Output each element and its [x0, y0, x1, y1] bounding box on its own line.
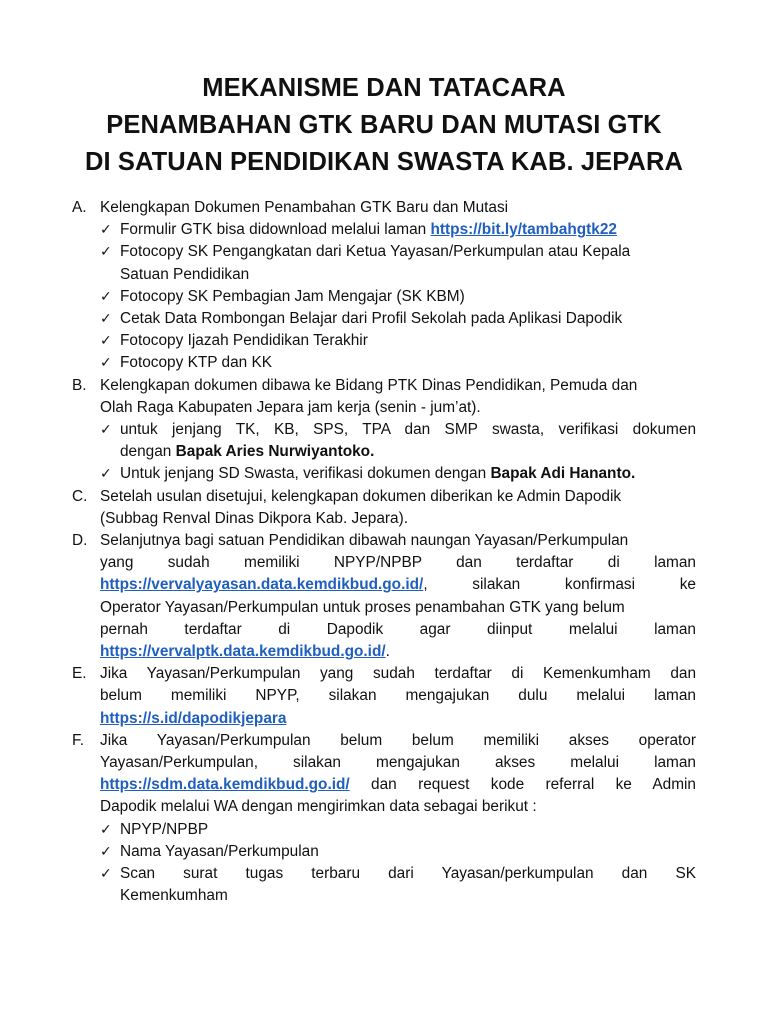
- item-text: Untuk jenjang SD Swasta, verifikasi dokumen dengan: [120, 465, 491, 483]
- checkmark-icon: ✓: [100, 466, 112, 483]
- checkmark-icon: ✓: [100, 843, 112, 860]
- link-dapodikjepara[interactable]: https://s.id/dapodikjepara: [100, 709, 287, 727]
- section-letter: B.: [72, 376, 87, 394]
- list-item: [100, 819, 696, 841]
- section-letter: E.: [72, 665, 87, 683]
- section-d-line: yang sudah memiliki NPYP/NPBP dan terdaftar di laman: [100, 554, 696, 572]
- checkmark-icon: ✓: [100, 311, 112, 328]
- title-line-3: DI SATUAN PENDIDIKAN SWASTA KAB. JEPARA: [85, 148, 683, 176]
- checkmark-icon: ✓: [100, 866, 112, 883]
- title-line-1: MEKANISME DAN TATACARA: [202, 74, 566, 102]
- list-item: [100, 352, 696, 374]
- section-f-checklist: [100, 819, 696, 908]
- document-body: [72, 197, 696, 908]
- section-letter: C.: [72, 487, 88, 505]
- list-item: [100, 286, 696, 308]
- checkmark-icon: ✓: [100, 422, 112, 439]
- contact-name: Bapak Adi Hananto.: [490, 465, 636, 483]
- section-e: [72, 663, 696, 730]
- list-item: [100, 241, 696, 285]
- section-e-line: belum memiliki NPYP, silakan mengajukan dulu melalui laman: [100, 687, 696, 705]
- link-vervalyayasan[interactable]: https://vervalyayasan.data.kemdikbud.go.id/: [100, 576, 424, 594]
- section-a-heading: Kelengkapan Dokumen Penambahan GTK Baru dan Mutasi: [100, 199, 509, 216]
- item-text: untuk jenjang TK, KB, SPS, TPA dan SMP swasta, verifikasi dokumen: [120, 421, 696, 439]
- item-text: Formulir GTK bisa didownload melalui laman: [120, 221, 431, 239]
- page-title: [0, 70, 768, 181]
- checkmark-icon: ✓: [100, 355, 112, 372]
- item-text: NPYP/NPBP: [120, 820, 209, 838]
- checkmark-icon: ✓: [100, 288, 112, 305]
- section-b-checklist: [100, 419, 696, 486]
- item-text: Scan surat tugas terbaru dari Yayasan/perkumpulan dan SK: [120, 865, 696, 883]
- section-a-checklist: [100, 219, 696, 374]
- list-item: [100, 863, 696, 907]
- section-b-line: Kelengkapan dokumen dibawa ke Bidang PTK Dinas Pendidikan, Pemuda dan: [100, 376, 638, 394]
- section-f-line: dan request kode referral ke Admin: [349, 776, 696, 794]
- section-letter: D.: [72, 532, 88, 550]
- item-text: dengan: [120, 443, 176, 461]
- list-item: [100, 308, 696, 330]
- section-f-line: Jika Yayasan/Perkumpulan belum belum memiliki akses operator: [100, 731, 696, 749]
- item-text: Nama Yayasan/Perkumpulan: [120, 842, 319, 860]
- item-text: Fotocopy SK Pengangkatan dari Ketua Yayasan/Perkumpulan atau Kepala: [120, 243, 631, 261]
- link-vervalptk[interactable]: https://vervalptk.data.kemdikbud.go.id/: [100, 643, 386, 661]
- section-d-line: Selanjutnya bagi satuan Pendidikan dibawah naungan Yayasan/Perkumpulan: [100, 532, 629, 550]
- item-text: Satuan Pendidikan: [120, 265, 250, 283]
- checkmark-icon: ✓: [100, 222, 112, 239]
- list-item: [100, 419, 696, 463]
- list-item: [100, 841, 696, 863]
- list-item: [100, 330, 696, 352]
- section-b-line: Olah Raga Kabupaten Jepara jam kerja (senin - jum’at).: [100, 398, 481, 416]
- section-e-line: Jika Yayasan/Perkumpulan yang sudah terdaftar di Kemenkumham dan: [100, 665, 696, 683]
- section-d-line: .: [385, 643, 390, 661]
- section-f-line: Dapodik melalui WA dengan mengirimkan data sebagai berikut :: [100, 798, 537, 816]
- section-letter: F.: [72, 731, 84, 749]
- title-line-2: PENAMBAHAN GTK BARU DAN MUTASI GTK: [106, 111, 662, 139]
- checkmark-icon: ✓: [100, 244, 112, 261]
- item-text: Cetak Data Rombongan Belajar dari Profil Sekolah pada Aplikasi Dapodik: [120, 310, 623, 328]
- link-sdm[interactable]: https://sdm.data.kemdikbud.go.id/: [100, 776, 350, 794]
- section-d-line: Operator Yayasan/Perkumpulan untuk proses penambahan GTK yang belum: [100, 598, 625, 616]
- section-c-line: Setelah usulan disetujui, kelengkapan dokumen diberikan ke Admin Dapodik: [100, 487, 622, 505]
- item-text: Fotocopy Ijazah Pendidikan Terakhir: [120, 332, 368, 350]
- section-d: [72, 530, 696, 663]
- checkmark-icon: ✓: [100, 333, 112, 350]
- item-text: Fotocopy KTP dan KK: [120, 354, 272, 372]
- section-d-line: , silakan konfirmasi ke: [423, 576, 696, 594]
- section-d-line: pernah terdaftar di Dapodik agar diinput melalui laman: [100, 620, 696, 638]
- item-text: Kemenkumham: [120, 887, 228, 905]
- list-item: [100, 219, 696, 241]
- section-a: [72, 197, 696, 375]
- item-text: Fotocopy SK Pembagian Jam Mengajar (SK KBM): [120, 287, 465, 305]
- section-letter: A.: [72, 199, 87, 216]
- list-item: [100, 463, 696, 485]
- contact-name: Bapak Aries Nurwiyantoko.: [175, 443, 375, 461]
- section-c-line: (Subbag Renval Dinas Dikpora Kab. Jepara).: [100, 509, 408, 527]
- section-f-line: Yayasan/Perkumpulan, silakan mengajukan akses melalui laman: [100, 754, 696, 772]
- section-c: [72, 486, 696, 530]
- link-tambahgtk[interactable]: https://bit.ly/tambahgtk22: [430, 221, 617, 239]
- section-b: [72, 375, 696, 486]
- checkmark-icon: ✓: [100, 821, 112, 838]
- section-f: [72, 730, 696, 908]
